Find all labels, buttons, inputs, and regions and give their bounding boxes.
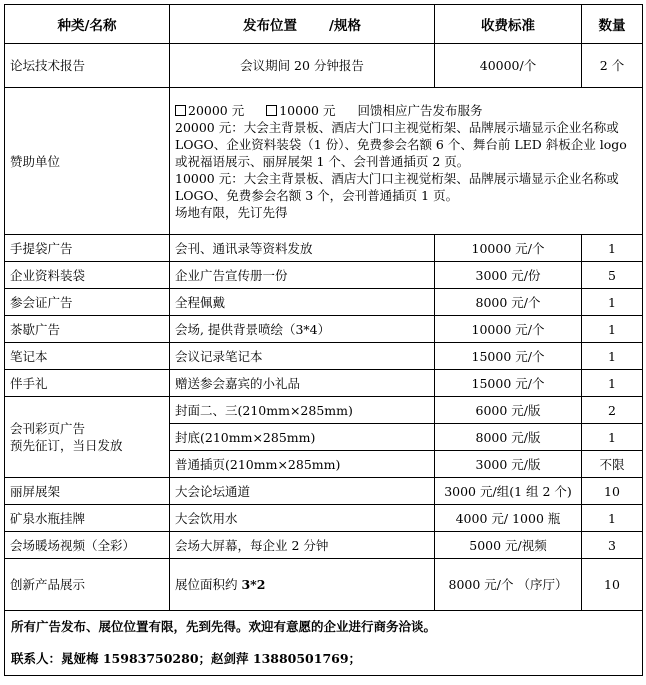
row-fee: 4000 元/ 1000 瓶 [435, 505, 582, 532]
row-qty: 3 [582, 532, 643, 559]
row-name: 参会证广告 [5, 289, 170, 316]
footer-notice: 所有广告发布、展位位置有限，先到先得。欢迎有意愿的企业进行商务洽谈。 [11, 619, 437, 634]
table-row [5, 532, 643, 559]
row-name: 丽屏展架 [5, 478, 170, 505]
table-row [5, 289, 643, 316]
row-name: 茶歇广告 [5, 316, 170, 343]
row-desc: 会场, 提供背景喷绘（3*4） [170, 316, 435, 343]
table-row [5, 343, 643, 370]
row-desc: 会场大屏幕，每企业 2 分钟 [170, 532, 435, 559]
row-qty: 1 [582, 370, 643, 397]
row-name: 手提袋广告 [5, 235, 170, 262]
sponsor-limit-note: 场地有限，先订先得 [175, 204, 288, 220]
checkbox-icon [266, 105, 277, 116]
sponsor-tier-10000: 10000 元：大会主背景板、酒店大门口主视觉桁架、品牌展示墙显示企业名称或 LOGO、免费参会名额 3 个，会刊普通插页 1 页。 [175, 170, 619, 203]
row-desc: 普通插页(210mm×285mm) [170, 451, 435, 478]
row-qty: 2 个 [582, 44, 643, 88]
table-row-forum-report [5, 44, 643, 88]
row-qty: 5 [582, 262, 643, 289]
row-fee: 40000/个 [435, 44, 582, 88]
row-name: 论坛技术报告 [5, 44, 170, 88]
row-name: 会场暖场视频（全彩） [5, 532, 170, 559]
row-qty: 1 [582, 424, 643, 451]
row-fee: 3000 元/组(1 组 2 个) [435, 478, 582, 505]
row-desc: 会议记录笔记本 [170, 343, 435, 370]
color-ad-name [5, 397, 170, 478]
sponsorship-table-document [4, 4, 642, 676]
row-fee: 8000 元/版 [435, 424, 582, 451]
color-ad-title: 会刊彩页广告 [10, 421, 86, 436]
table-row [5, 478, 643, 505]
row-name: 企业资料装袋 [5, 262, 170, 289]
row-desc: 大会论坛通道 [170, 478, 435, 505]
innovation-desc-prefix: 展位面积约 [175, 577, 242, 592]
table-row-sponsor [5, 88, 643, 235]
row-desc [170, 559, 435, 611]
row-qty: 1 [582, 316, 643, 343]
table-header-row [5, 5, 643, 44]
row-qty: 2 [582, 397, 643, 424]
header-position-label: 发布位置 [243, 18, 298, 34]
checkbox-icon [175, 105, 186, 116]
sponsor-details [170, 88, 643, 235]
sponsor-options [175, 102, 637, 119]
header-position [170, 5, 435, 44]
row-fee: 10000 元/个 [435, 235, 582, 262]
row-desc: 大会饮用水 [170, 505, 435, 532]
sponsor-option-note: 回馈相应广告发布服务 [357, 102, 483, 118]
row-name: 伴手礼 [5, 370, 170, 397]
row-desc: 会议期间 20 分钟报告 [170, 44, 435, 88]
table-row-innovation [5, 559, 643, 611]
row-qty: 不限 [582, 451, 643, 478]
row-fee: 10000 元/个 [435, 316, 582, 343]
row-desc: 企业广告宣传册一份 [170, 262, 435, 289]
sponsor-tier-20000: 20000 元：大会主背景板、酒店大门口主视觉桁架、品牌展示墙显示企业名称或 LOGO、企业资料装袋（1 份）、免费参会名额 6 个、舞台前 LED 斜板企业 logo 或祝福语展示、丽屏展架 1 个、会刊普通插页 2 页。 [175, 119, 627, 169]
sponsor-option-1: 20000 元 [188, 102, 245, 118]
footer-row [5, 611, 643, 676]
table-row-color-ad [5, 397, 643, 424]
row-fee: 3000 元/版 [435, 451, 582, 478]
row-desc: 封底(210mm×285mm) [170, 424, 435, 451]
row-name: 矿泉水瓶挂牌 [5, 505, 170, 532]
row-name: 笔记本 [5, 343, 170, 370]
sponsor-option-2: 10000 元 [279, 102, 336, 118]
row-fee: 5000 元/视频 [435, 532, 582, 559]
footer-contact: 联系人：晁娅梅 15983750280；赵剑萍 13880501769； [11, 651, 362, 666]
row-desc: 全程佩戴 [170, 289, 435, 316]
row-desc: 封面二、三(210mm×285mm) [170, 397, 435, 424]
row-fee: 8000 元/个 （序厅） [435, 559, 582, 611]
row-qty: 10 [582, 559, 643, 611]
row-name: 创新产品展示 [5, 559, 170, 611]
row-qty: 1 [582, 289, 643, 316]
table-row [5, 235, 643, 262]
header-type: 种类/名称 [5, 5, 170, 44]
row-fee: 6000 元/版 [435, 397, 582, 424]
row-fee: 8000 元/个 [435, 289, 582, 316]
table-row [5, 370, 643, 397]
row-fee: 15000 元/个 [435, 370, 582, 397]
row-qty: 10 [582, 478, 643, 505]
row-qty: 1 [582, 343, 643, 370]
header-spec-label: /规格 [329, 18, 361, 34]
table-row [5, 262, 643, 289]
row-qty: 1 [582, 235, 643, 262]
row-fee: 15000 元/个 [435, 343, 582, 370]
table-row [5, 316, 643, 343]
row-desc: 赠送参会嘉宾的小礼品 [170, 370, 435, 397]
color-ad-subtitle: 预先征订，当日发放 [10, 438, 123, 453]
row-fee: 3000 元/份 [435, 262, 582, 289]
header-fee: 收费标准 [435, 5, 582, 44]
pricing-table [4, 4, 643, 676]
table-row [5, 505, 643, 532]
row-qty: 1 [582, 505, 643, 532]
sponsor-name: 赞助单位 [5, 88, 170, 235]
row-desc: 会刊、通讯录等资料发放 [170, 235, 435, 262]
header-qty: 数量 [582, 5, 643, 44]
innovation-desc-size: 3*2 [241, 577, 266, 592]
footer-cell [5, 611, 643, 676]
